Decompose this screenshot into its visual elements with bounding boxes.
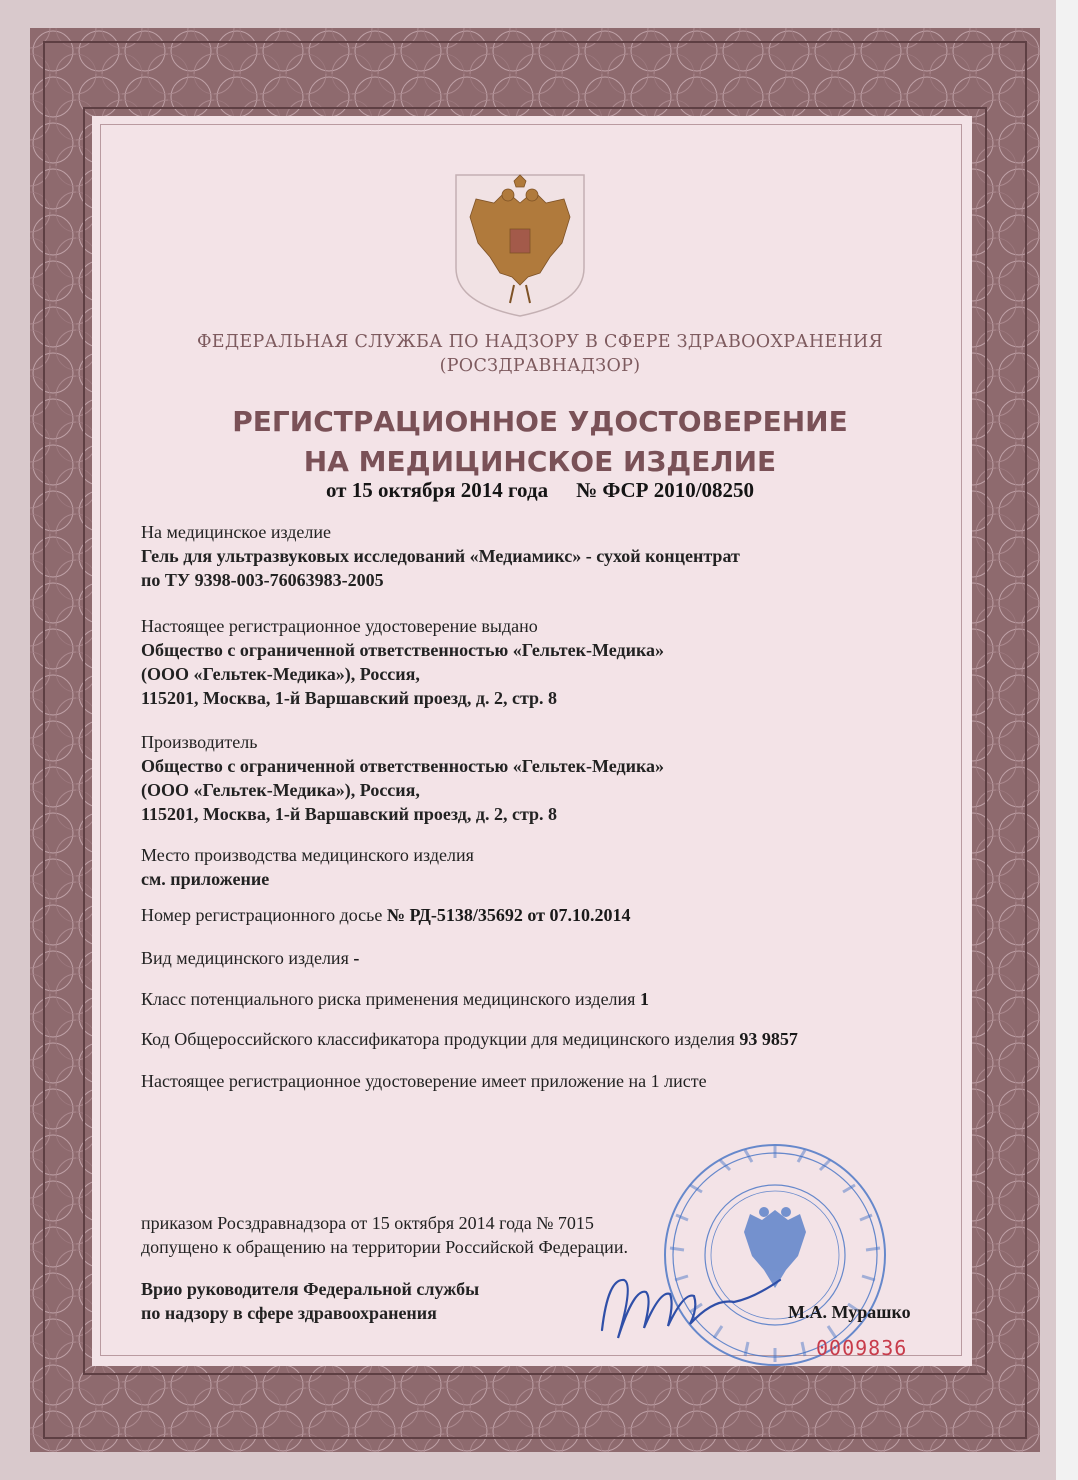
device-section [141, 520, 941, 592]
dossier-label: Номер регистрационного досье [141, 905, 383, 925]
signatory-name: М.А. Мурашко [788, 1302, 911, 1322]
risk-class-value: 1 [639, 989, 649, 1009]
signatory-position-line-1: Врио руководителя Федеральной службы [141, 1279, 480, 1299]
issued-to-section [141, 614, 941, 710]
order-line-1: приказом Росздравнадзора от 15 октября 2014 года № 7015 [141, 1213, 594, 1233]
appendix-note: Настоящее регистрационное удостоверение имеет приложение на 1 листе [141, 1071, 707, 1091]
dossier-value: № РД-5138/35692 от 07.10.2014 [386, 905, 631, 925]
manufacturer-section [141, 730, 941, 826]
handwritten-signature [594, 1268, 784, 1348]
issue-date: от 15 октября 2014 года [325, 478, 549, 502]
production-site-section [141, 843, 941, 891]
manufacturer-label: Производитель [141, 732, 258, 752]
okp-code-value: 93 9857 [739, 1029, 798, 1049]
title-line-2: НА МЕДИЦИНСКОЕ ИЗДЕЛИЕ [303, 445, 777, 478]
issue-line [120, 478, 960, 503]
kind-value: - [353, 948, 360, 968]
manufacturer-line-1: Общество с ограниченной ответственностью «Гельтек-Медика» [141, 756, 665, 776]
document-title [120, 402, 960, 482]
device-name-line-2: по ТУ 9398-003-76063983-2005 [141, 570, 384, 590]
serial-number: 0009836 [816, 1336, 908, 1360]
manufacturer-line-2: (ООО «Гельтек-Медика»), Россия, [141, 780, 420, 800]
issued-to-line-3: 115201, Москва, 1-й Варшавский проезд, д. 2, стр. 8 [141, 688, 558, 708]
risk-class-label: Класс потенциального риска применения медицинского изделия [141, 989, 636, 1009]
coat-of-arms-emblem [454, 173, 586, 318]
agency-name [120, 330, 960, 378]
issued-to-line-2: (ООО «Гельтек-Медика»), Россия, [141, 664, 420, 684]
issued-to-line-1: Общество с ограниченной ответственностью «Гельтек-Медика» [141, 640, 665, 660]
agency-line-2: (РОСЗДРАВНАДЗОР) [439, 356, 641, 376]
manufacturer-line-3: 115201, Москва, 1-й Варшавский проезд, д. 2, стр. 8 [141, 804, 558, 824]
order-line-2: допущено к обращению на территории Российской Федерации. [141, 1237, 628, 1257]
title-line-1: РЕГИСТРАЦИОННОЕ УДОСТОВЕРЕНИЕ [232, 405, 848, 438]
kind-section [141, 946, 941, 970]
device-name-line-1: Гель для ультразвуковых исследований «Медиамикс» - сухой концентрат [141, 546, 740, 566]
signatory-position [141, 1277, 479, 1325]
kind-label: Вид медицинского изделия [141, 948, 349, 968]
agency-line-1: ФЕДЕРАЛЬНАЯ СЛУЖБА ПО НАДЗОРУ В СФЕРЕ ЗДРАВООХРАНЕНИЯ [196, 332, 884, 352]
okp-code-section [141, 1027, 941, 1051]
device-label: На медицинское изделие [141, 522, 332, 542]
risk-class-section [141, 987, 941, 1011]
appendix-section [141, 1069, 941, 1093]
issued-to-label: Настоящее регистрационное удостоверение выдано [141, 616, 538, 636]
dossier-section [141, 903, 941, 927]
production-site-label: Место производства медицинского изделия [141, 845, 474, 865]
production-site-value: см. приложение [141, 869, 270, 889]
okp-code-label: Код Общероссийского классификатора продукции для медицинского изделия [141, 1029, 735, 1049]
certificate-number: № ФСР 2010/08250 [576, 478, 755, 502]
scan-edge [1056, 0, 1078, 1480]
signatory-position-line-2: по надзору в сфере здравоохранения [141, 1303, 437, 1323]
